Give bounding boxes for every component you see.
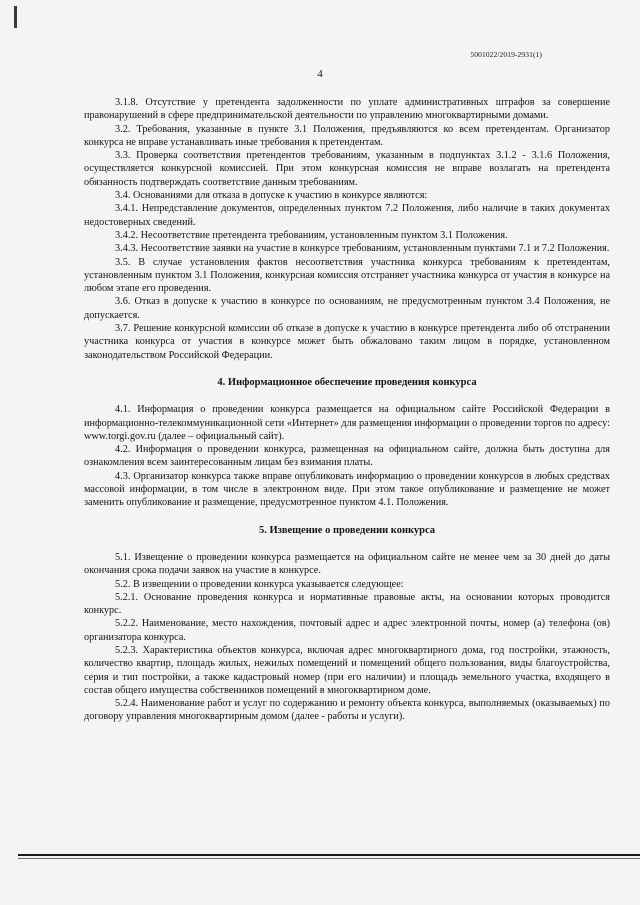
clause-3-4-3: 3.4.3. Несоответствие заявки на участие в конкурсе требованиям, установленным пунктами 7.1 и 7.2 Положения. <box>115 243 610 255</box>
clause-5-2-1: 5.2.1. Основание проведения конкурса и нормативные правовые акты, на основании которых проводится конкурс. <box>84 591 610 617</box>
document-number: 5001022/2019-2931(1) <box>470 50 542 59</box>
clause-5-2-2: 5.2.2. Наименование, место нахождения, почтовый адрес и адрес электронной почты, номер (а) телефона (ов) организатора конкурса. <box>84 618 610 643</box>
clause-3-4-1: 3.4.1. Непредставление документов, определенных пунктом 7.2 Положения, либо наличие в таких документах недостоверных сведений. <box>84 203 610 228</box>
section-4-heading: 4. Информационное обеспечение проведения конкурса <box>217 376 477 388</box>
section-5-heading: 5. Извещение о проведении конкурса <box>258 524 436 536</box>
clause-3-3: 3.3. Проверка соответствия претендентов требованиям, указанным в подпунктах 3.1.2 - 3.1.6 Положения, осуществляется конкурсной комиссией. При этом конкурсная комиссия не вправе возлагать на претендента обязанность подтверждать соответствие данным требованиям. <box>84 150 610 188</box>
clause-3-5: 3.5. В случае установления фактов несоответствия участника конкурса требованиям к претендентам, установленным пунктом 3.1 Положения, конкурсная комиссия отстраняет участника конкурса от участия в конкурсе на любом этапе его проведения. <box>84 256 610 295</box>
clause-4-1: 4.1. Информация о проведении конкурса размещается на официальном сайте Российской Федерации в информационно-телекоммуникационной сети «Интернет» для размещения информации о проведении торгов по адресу: www.torgi.gov.ru (далее – официальный сайт). <box>84 404 610 442</box>
clause-3-2: 3.2. Требования, указанные в пункте 3.1 Положения, предъявляются ко всем претендентам. Организатор конкурса не вправе устанавливать иные требования к претендентам. <box>84 123 610 148</box>
clause-5-2: 5.2. В извещении о проведении конкурса указывается следующее: <box>115 578 404 590</box>
binding-mark <box>14 6 17 28</box>
clause-3-7: 3.7. Решение конкурсной комиссии об отказе в допуске к участию в конкурсе претендента либо об отстранении участника конкурса от участия в конкурсе может быть обжаловано таким лицом в порядке, установленном законодательством Российской Федерации. <box>84 323 610 361</box>
clause-3-4: 3.4. Основаниями для отказа в допуске к участию в конкурсе являются: <box>115 190 428 202</box>
scan-bottom-edge <box>18 854 640 856</box>
clause-5-2-3: 5.2.3. Характеристика объектов конкурса, включая адрес многоквартирного дома, год постройки, этажность, количество квартир, площадь жилых, нежилых помещений и помещений общего пользования, виды благоустройства, серия и тип постройки, а также кадастровый номер (при его наличии) и площадь земельного участка, входящего в состав общего имущества собственников помещений в многоквартирном доме. <box>84 644 610 696</box>
clause-5-2-4: 5.2.4. Наименование работ и услуг по содержанию и ремонту объекта конкурса, выполняемых (оказываемых) по договору управления многоквартирным домом (далее - работы и услуги). <box>84 698 610 723</box>
clause-4-3: 4.3. Организатор конкурса также вправе опубликовать информацию о проведении конкурсов в любых средствах массовой информации, в том числе в электронном виде. При этом такое опубликование и размещение не может заменить опубликование и размещение, предусмотренное пунктом 4.1. Положения. <box>84 470 610 509</box>
scan-bottom-edge-shadow <box>18 858 640 859</box>
clause-4-2: 4.2. Информация о проведении конкурса, размещенная на официальном сайте, должна быть доступна для ознакомления всем заинтересованным лицам без взимания платы. <box>84 444 610 469</box>
document-body <box>84 96 610 724</box>
section-3-continuation <box>84 96 610 362</box>
clause-5-1: 5.1. Извещение о проведении конкурса размещается на официальном сайте не менее чем за 30 дней до даты окончания срока подачи заявок на участие в конкурсе. <box>84 551 610 577</box>
clause-3-4-2: 3.4.2. Несоответствие претендента требованиям, установленным пунктом 3.1 Положения. <box>115 229 508 241</box>
section-4 <box>84 403 610 509</box>
clause-3-6: 3.6. Отказ в допуске к участию в конкурсе по основаниям, не предусмотренным пунктом 3.4 Положения, не допускается. <box>84 296 610 321</box>
clause-3-1-8: 3.1.8. Отсутствие у претендента задолженности по уплате административных штрафов за совершение правонарушений в сфере предпринимательской деятельности по управлению многоквартирными домами. <box>84 97 610 122</box>
section-5 <box>84 551 610 724</box>
page-number: 4 <box>317 68 323 80</box>
